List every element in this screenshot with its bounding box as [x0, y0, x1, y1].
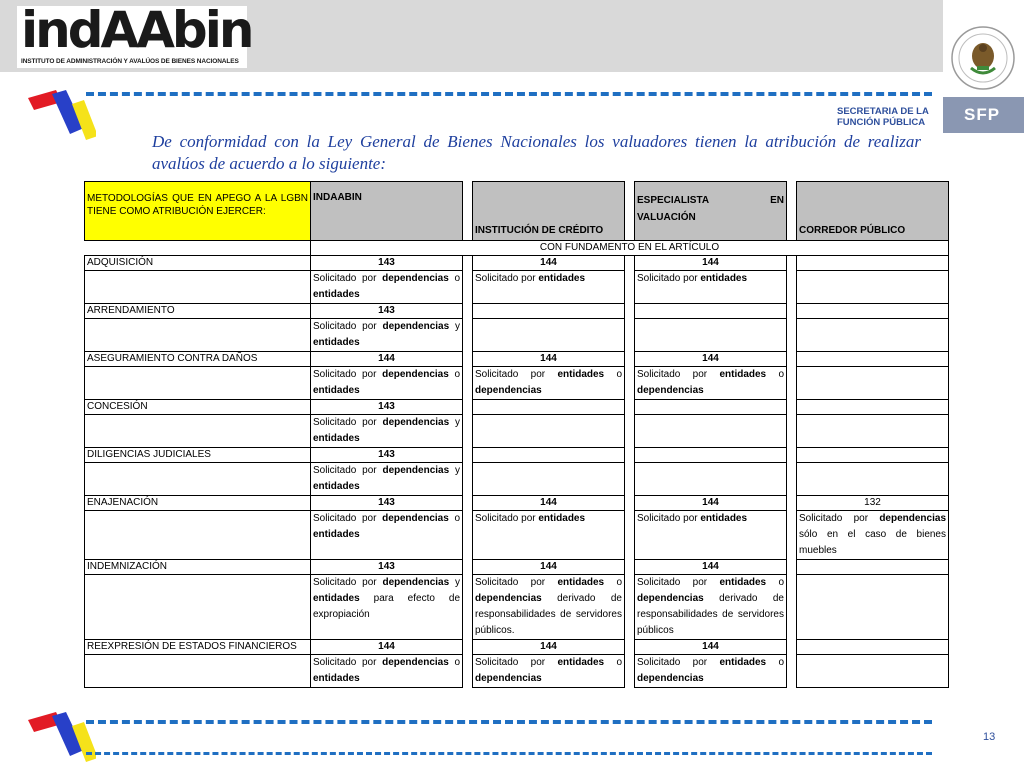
table-row: Solicitado por dependencias o entidades Solicitado por entidades o dependencias Solicitado por entidades o dependencias — [85, 367, 949, 400]
logo-subtitle: INSTITUTO DE ADMINISTRACIÓN Y AVALÚOS DE BIENES NACIONALES — [21, 58, 239, 65]
top-banner — [0, 0, 943, 72]
methodology-header: METODOLOGÍAS QUE EN APEGO A LA LGBN TIENE COMO ATRIBUCIÓN EJERCER: — [85, 182, 311, 241]
colored-blocks-icon — [26, 88, 96, 144]
table-row: INDEMNIZACIÓN 143 144 144 — [85, 560, 949, 575]
row-label: DILIGENCIAS JUDICIALES — [85, 448, 311, 463]
table-row: Solicitado por dependencias y entidades — [85, 463, 949, 496]
valuation-table — [84, 181, 949, 688]
row-label: INDEMNIZACIÓN — [85, 560, 311, 575]
secretaria-label — [837, 106, 929, 128]
header-row — [85, 182, 949, 241]
table-row: Solicitado por dependencias o entidades Solicitado por entidades Solicitado por entidades Solicitado por dependencias sólo en el caso de bienes muebles — [85, 511, 949, 560]
table-row: Solicitado por dependencias y entidades — [85, 319, 949, 352]
fundamento-label: CON FUNDAMENTO EN EL ARTÍCULO — [311, 241, 949, 256]
row-label: CONCESIÓN — [85, 400, 311, 415]
table-row: ASEGURAMIENTO CONTRA DAÑOS 144 144 144 — [85, 352, 949, 367]
table-row: Solicitado por dependencias o entidades Solicitado por entidades o dependencias Solicitado por entidades o dependencias — [85, 655, 949, 688]
row-label: ASEGURAMIENTO CONTRA DAÑOS — [85, 352, 311, 367]
indaabin-logo — [17, 1, 252, 68]
credito-header: INSTITUCIÓN DE CRÉDITO — [473, 182, 625, 241]
table-row: Solicitado por dependencias y entidades para efecto de expropiación Solicitado por entidades o dependencias derivado de responsabilidades de servidores públicos. Solicitado por entidades o dependencias derivado de responsabilidades de servidores públicos — [85, 575, 949, 640]
page-number: 13 — [983, 731, 996, 743]
indaabin-header: INDAABIN — [311, 182, 463, 241]
secretaria-line2: FUNCIÓN PÚBLICA — [837, 117, 926, 128]
bottom-divider — [86, 720, 932, 724]
table-row: Solicitado por dependencias o entidades Solicitado por entidades Solicitado por entidades — [85, 271, 949, 304]
table-row: ADQUISICIÓN 143 144 144 — [85, 256, 949, 271]
row-label: ADQUISICIÓN — [85, 256, 311, 271]
table-row: ENAJENACIÓN 143 144 144 132 — [85, 496, 949, 511]
bottom-divider-lower — [86, 752, 932, 755]
secretaria-line1: SECRETARIA DE LA — [837, 106, 929, 117]
table-row: DILIGENCIAS JUDICIALES 143 — [85, 448, 949, 463]
row-label: ARRENDAMIENTO — [85, 304, 311, 319]
row-label: ENAJENACIÓN — [85, 496, 311, 511]
table-row: REEXPRESIÓN DE ESTADOS FINANCIEROS 144 144 144 — [85, 640, 949, 655]
especialista-header: ESPECIALISTA EN VALUACIÓN — [635, 182, 787, 241]
mexico-seal-icon — [949, 24, 1017, 92]
fundamento-row — [85, 241, 949, 256]
table-row: CONCESIÓN 143 — [85, 400, 949, 415]
table-row: ARRENDAMIENTO 143 — [85, 304, 949, 319]
top-divider — [86, 92, 932, 96]
colored-blocks-icon — [26, 710, 96, 766]
sfp-badge — [943, 97, 1024, 133]
intro-text: De conformidad con la Ley General de Bienes Nacionales los valuadores tienen la atribución de realizar avalúos de acuerdo a lo siguiente: — [152, 132, 921, 173]
logo-wordmark: indAAbin — [21, 1, 252, 59]
corredor-header: CORREDOR PÚBLICO — [797, 182, 949, 241]
row-label: REEXPRESIÓN DE ESTADOS FINANCIEROS — [85, 640, 311, 655]
table-row: Solicitado por dependencias y entidades — [85, 415, 949, 448]
sfp-label: SFP — [964, 105, 1001, 124]
